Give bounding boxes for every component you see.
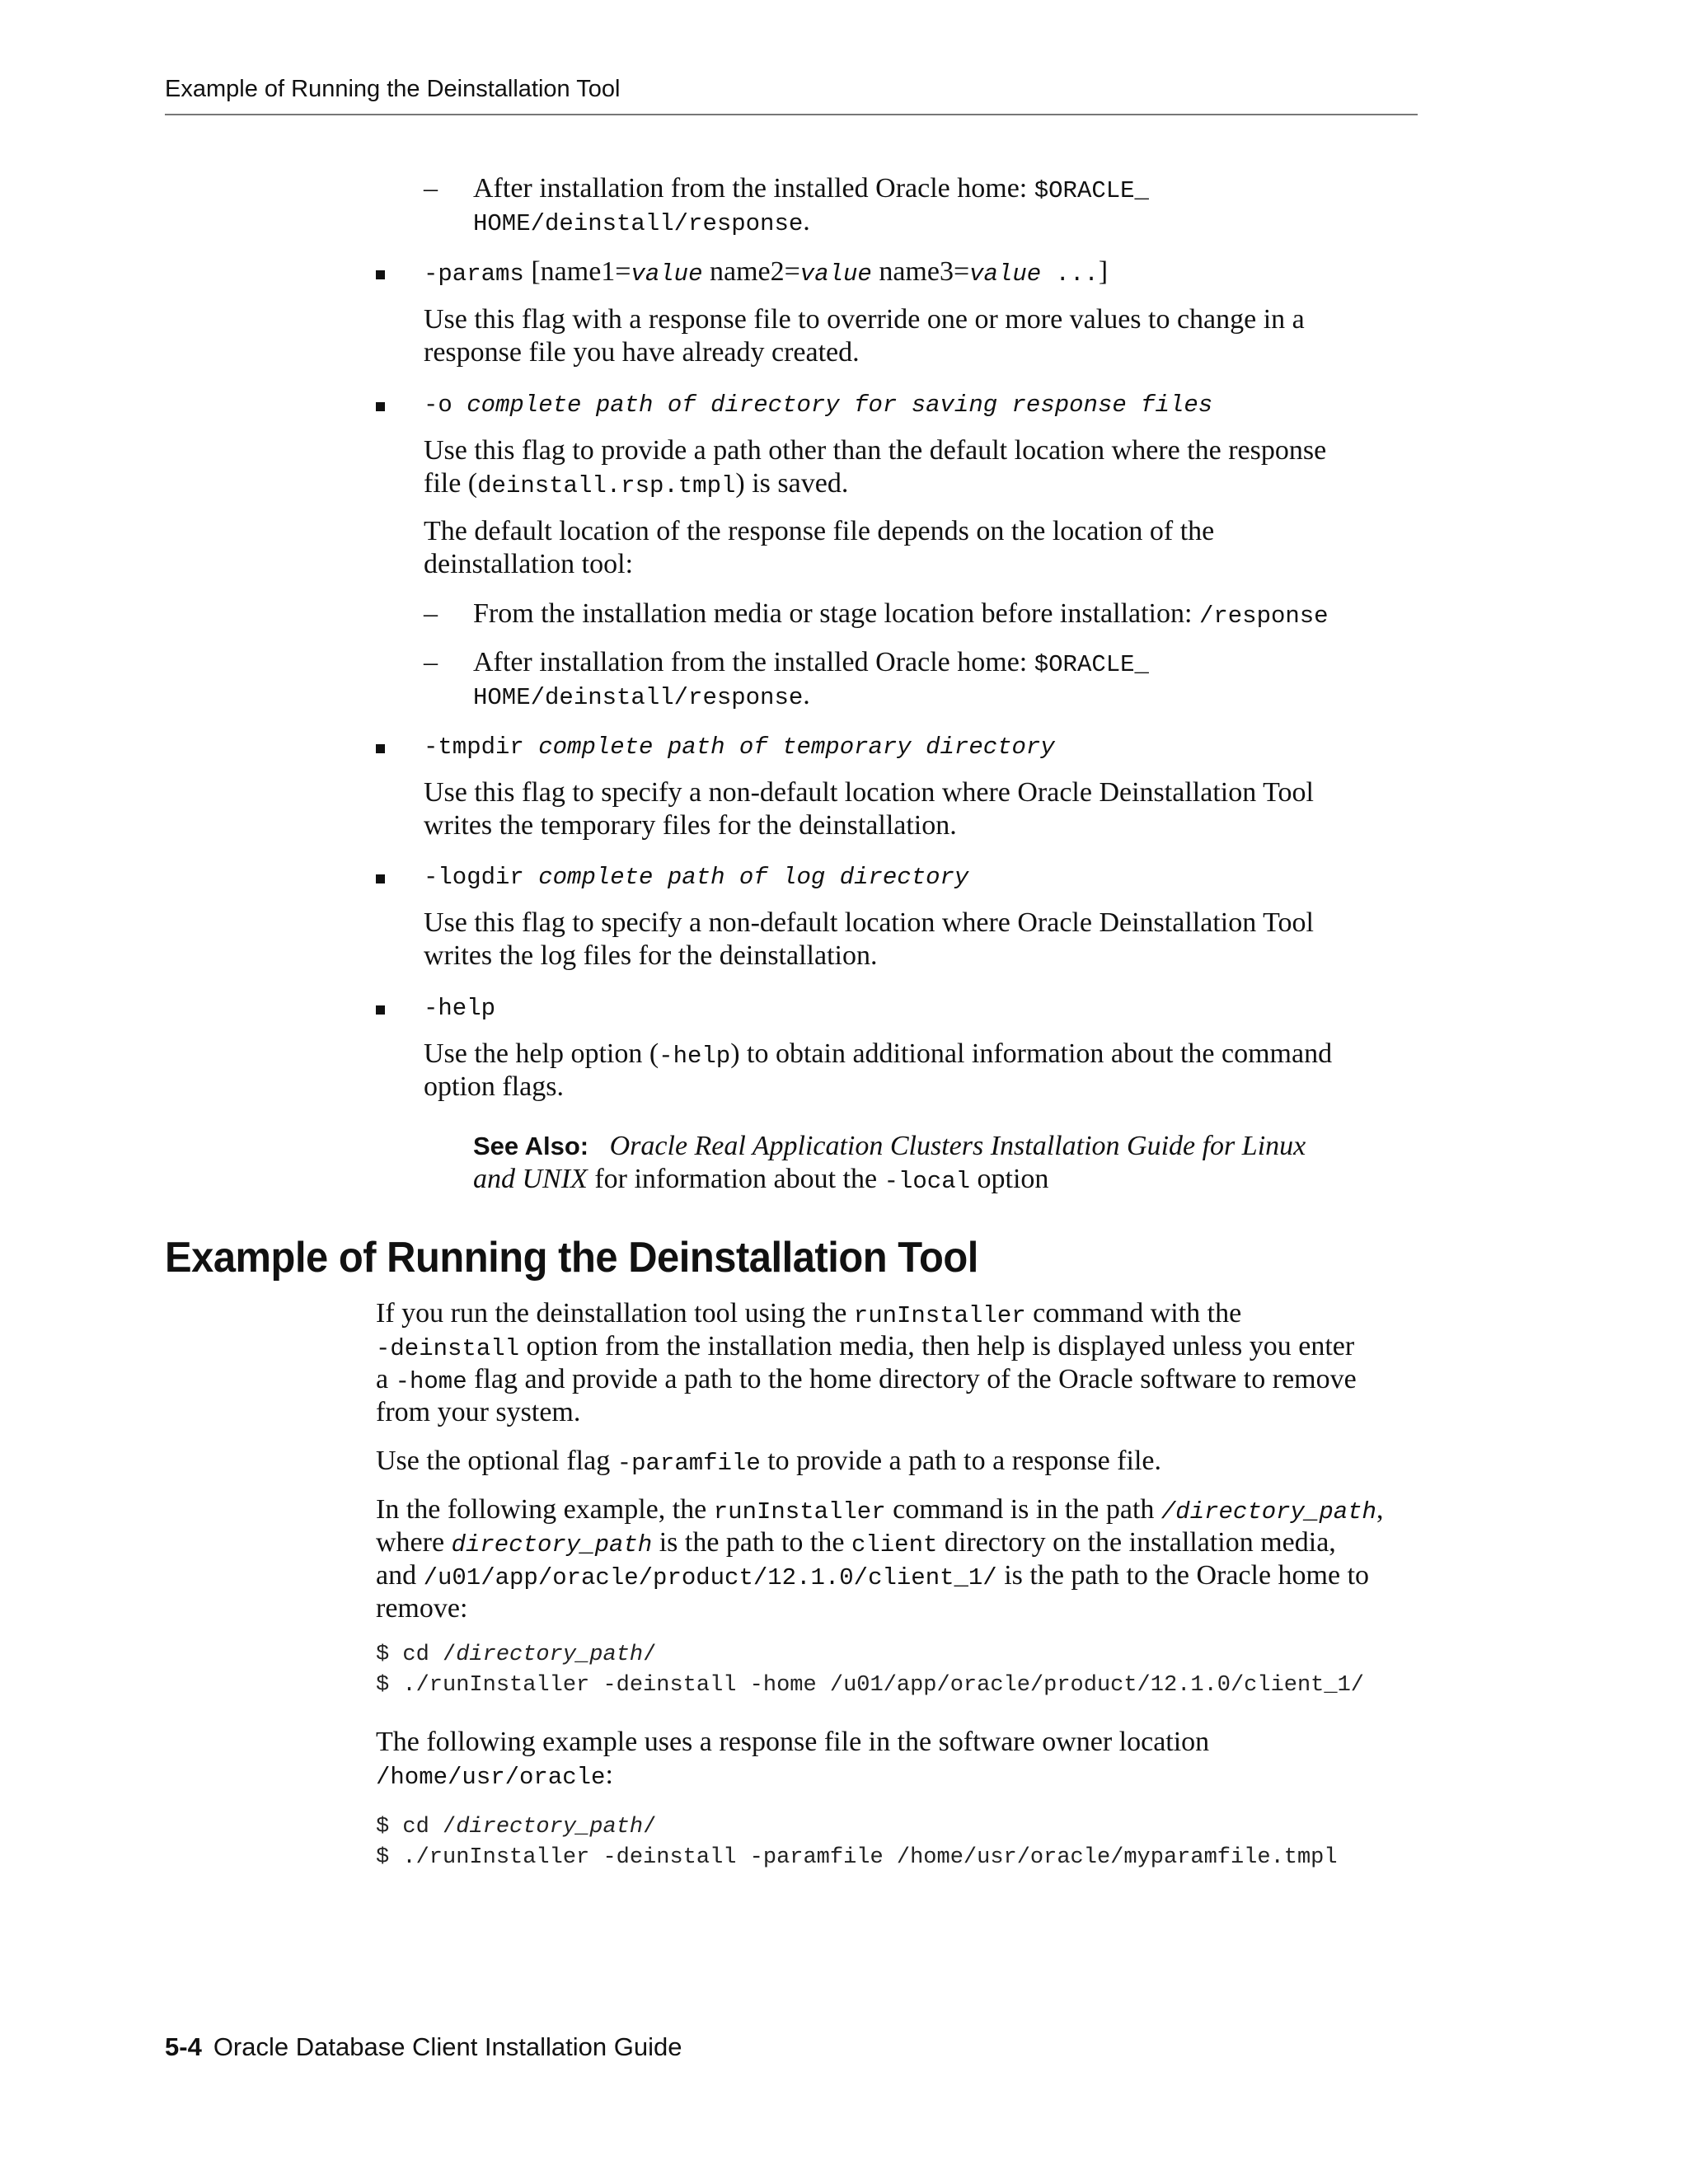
running-header: Example of Running the Deinstallation Tool xyxy=(165,76,621,102)
p1-line-3: a -home flag and provide a path to the home directory of the Oracle software to remove xyxy=(376,1364,1357,1395)
logdir-flag-line: -logdir complete path of log directory xyxy=(424,864,969,891)
o-desc-3: The default location of the response file depends on the location of the xyxy=(424,516,1215,546)
p1-line-1: If you run the deinstallation tool using the runInstaller command with the xyxy=(376,1298,1242,1329)
params-flag-line: -params [name1=value name2=value name3=value ...] xyxy=(424,256,1109,288)
tmpdir-flag-line: -tmpdir complete path of temporary directory xyxy=(424,733,1055,761)
section-heading: Example of Running the Deinstallation Tool xyxy=(165,1234,978,1282)
p1-line-4: from your system. xyxy=(376,1397,581,1427)
o-sub-2-line-2: HOME/deinstall/response. xyxy=(473,680,810,711)
intro-line-2: HOME/deinstall/response. xyxy=(473,206,810,237)
o-sub-1: From the installation media or stage location before installation: /response xyxy=(473,598,1329,630)
p3-line-1: In the following example, the runInstaller command is in the path /directory_path, xyxy=(376,1494,1384,1526)
header-rule xyxy=(165,114,1418,115)
o-desc-2: file (deinstall.rsp.tmpl) is saved. xyxy=(424,468,849,499)
bullet-square xyxy=(376,402,385,411)
bullet-square xyxy=(376,1005,385,1015)
params-desc-2: response file you have already created. xyxy=(424,337,860,368)
book-title: Oracle Database Client Installation Guide xyxy=(213,2032,682,2061)
page-number: 5-4 xyxy=(165,2032,202,2061)
p4-line-1: The following example uses a response file in the software owner location xyxy=(376,1727,1210,1757)
p2: Use the optional flag -paramfile to provide a path to a response file. xyxy=(376,1446,1161,1477)
bullet-square xyxy=(376,874,385,883)
tmpdir-desc-2: writes the temporary files for the deinstallation. xyxy=(424,810,957,841)
help-desc-2: option flags. xyxy=(424,1071,564,1102)
o-sub-2-line-1: After installation from the installed Oracle home: $ORACLE_ xyxy=(473,647,1149,678)
params-desc-1: Use this flag with a response file to override one or more values to change in a xyxy=(424,304,1305,335)
dash-bullet: – xyxy=(424,598,438,629)
intro-line-1: After installation from the installed Oracle home: $ORACLE_ xyxy=(473,173,1149,204)
o-flag-line: -o complete path of directory for saving response files xyxy=(424,391,1213,419)
see-also-line-2: and UNIX for information about the -local option xyxy=(473,1164,1049,1195)
bullet-square xyxy=(376,744,385,753)
p3-line-3: and /u01/app/oracle/product/12.1.0/client_1/ is the path to the Oracle home to xyxy=(376,1560,1370,1591)
see-also-link[interactable]: Oracle Real Application Clusters Installation Guide for Linux xyxy=(609,1131,1306,1161)
tmpdir-desc-1: Use this flag to specify a non-default location where Oracle Deinstallation Tool xyxy=(424,777,1314,808)
dash-bullet: – xyxy=(424,647,438,677)
p4-line-2: /home/usr/oracle: xyxy=(376,1760,613,1791)
code-block-1: $ cd /directory_path/ $ ./runInstaller -deinstall -home /u01/app/oracle/product/12.1.0/client_1/ xyxy=(376,1643,1364,1698)
page-footer xyxy=(165,2032,682,2062)
dash-bullet: – xyxy=(424,173,438,204)
bullet-square xyxy=(376,270,385,279)
code-block-2: $ cd /directory_path/ $ ./runInstaller -deinstall -paramfile /home/usr/oracle/myparamfile.tmpl xyxy=(376,1815,1338,1870)
help-flag-line: -help xyxy=(424,995,496,1022)
o-desc-1: Use this flag to provide a path other than the default location where the response xyxy=(424,435,1327,466)
see-also-label: See Also: xyxy=(473,1132,589,1160)
logdir-desc-1: Use this flag to specify a non-default location where Oracle Deinstallation Tool xyxy=(424,907,1314,938)
o-desc-4: deinstallation tool: xyxy=(424,549,634,579)
p1-line-2: -deinstall option from the installation media, then help is displayed unless you enter xyxy=(376,1331,1355,1362)
p3-line-2: where directory_path is the path to the client directory on the installation media, xyxy=(376,1527,1336,1558)
help-desc-1: Use the help option (-help) to obtain additional information about the command xyxy=(424,1038,1333,1070)
p3-line-4: remove: xyxy=(376,1593,468,1624)
see-also-line-1 xyxy=(473,1130,1306,1163)
logdir-desc-2: writes the log files for the deinstallation. xyxy=(424,940,878,971)
